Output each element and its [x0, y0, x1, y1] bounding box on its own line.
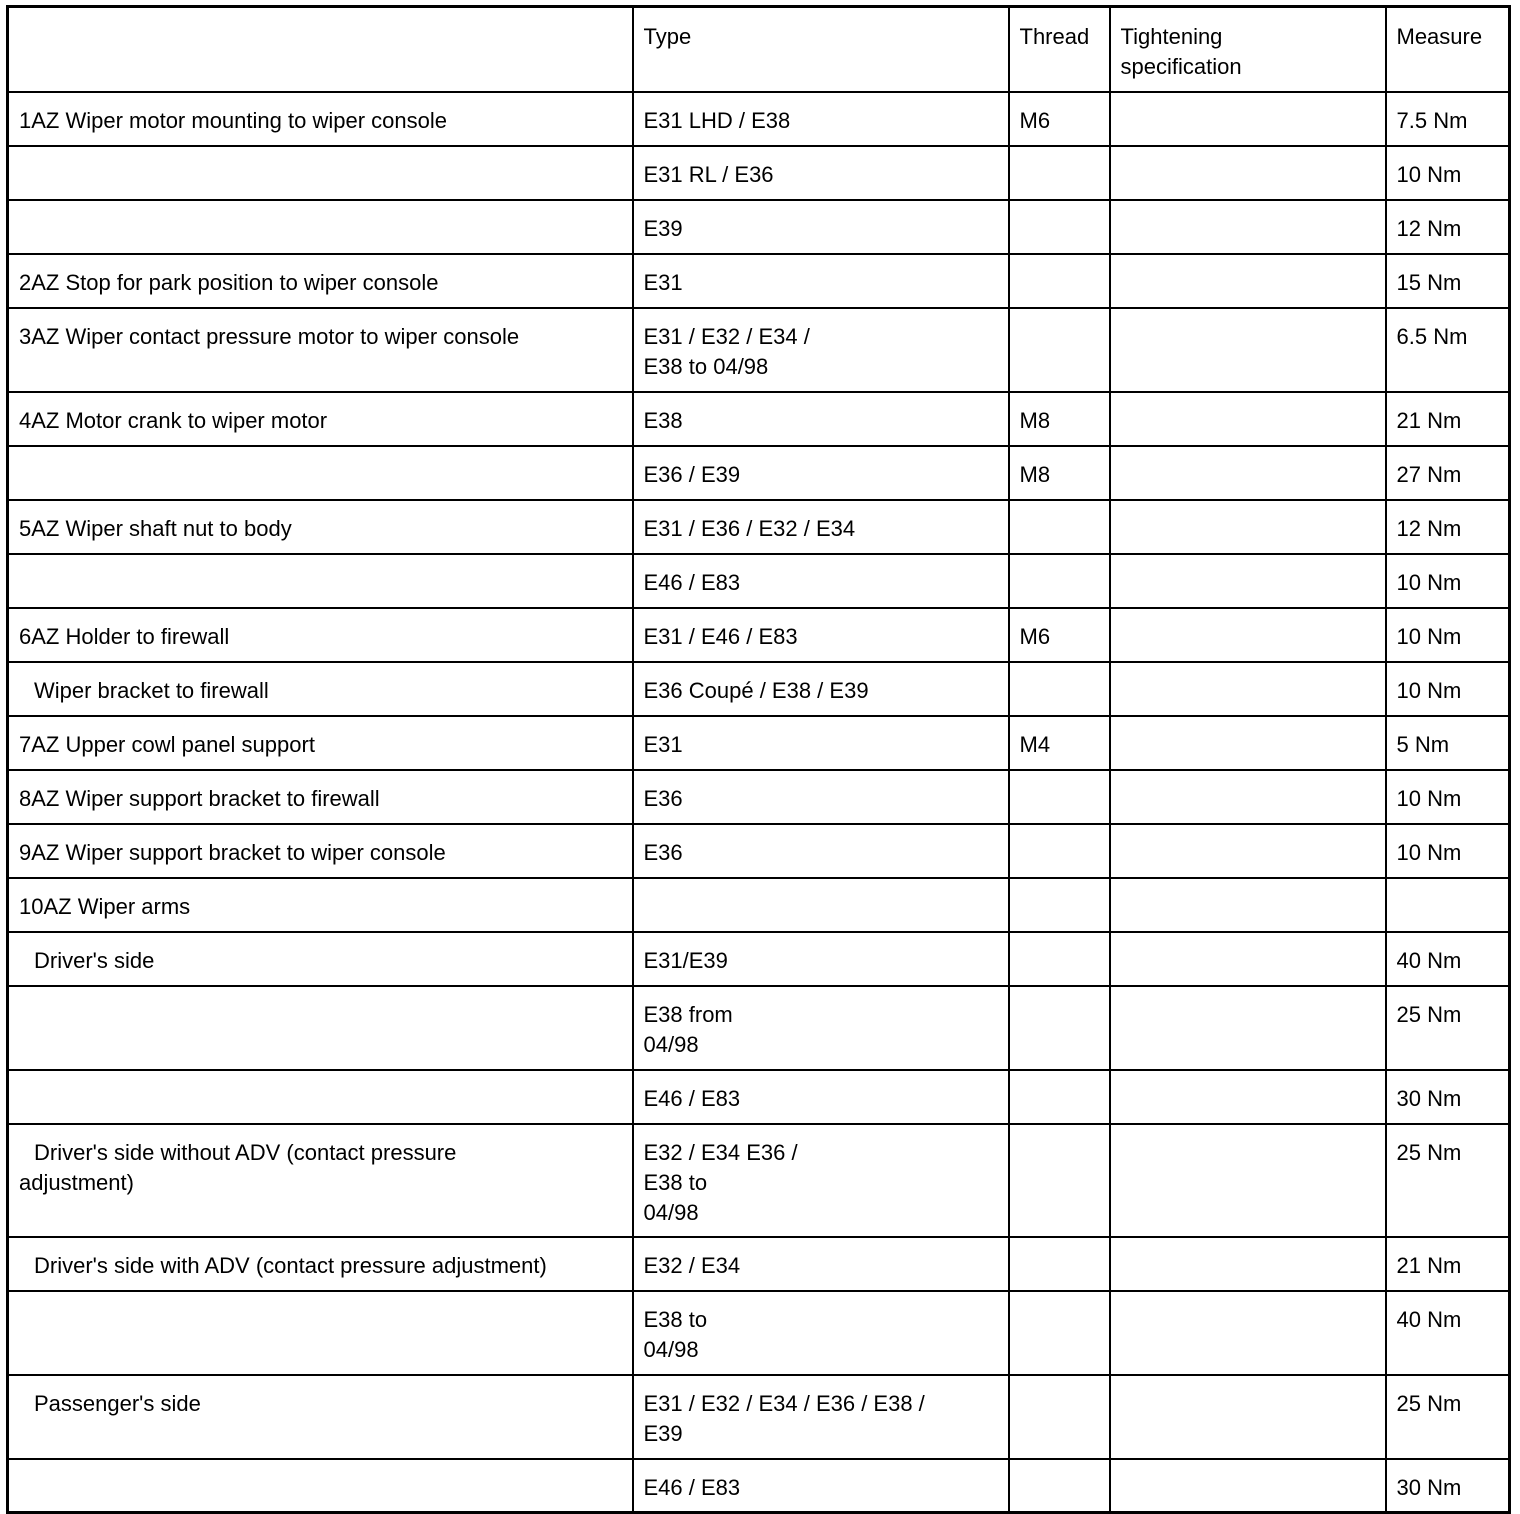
row-tightening [1110, 446, 1386, 500]
row-type: E32 / E34 E36 / E38 to 04/98 [633, 1124, 1009, 1237]
row-type: E46 / E83 [633, 1459, 1009, 1513]
row-measure: 12 Nm [1386, 500, 1510, 554]
row-type: E31/E39 [633, 932, 1009, 986]
table-row [8, 662, 1510, 716]
table-row [8, 1375, 1510, 1459]
row-tightening [1110, 554, 1386, 608]
row-thread [1009, 824, 1110, 878]
row-tightening [1110, 1237, 1386, 1291]
header-description [8, 7, 633, 92]
row-tightening [1110, 1124, 1386, 1237]
row-type: E36 [633, 824, 1009, 878]
row-description: 2AZ Stop for park position to wiper console [8, 254, 633, 308]
row-type: E36 / E39 [633, 446, 1009, 500]
table-row [8, 200, 1510, 254]
row-measure: 21 Nm [1386, 392, 1510, 446]
row-description [8, 1459, 633, 1513]
row-measure: 40 Nm [1386, 932, 1510, 986]
row-thread [1009, 1070, 1110, 1124]
row-measure: 5 Nm [1386, 716, 1510, 770]
row-description [8, 1070, 633, 1124]
table-row [8, 1124, 1510, 1237]
table-row [8, 146, 1510, 200]
row-measure: 25 Nm [1386, 1375, 1510, 1459]
row-description: 9AZ Wiper support bracket to wiper console [8, 824, 633, 878]
row-thread [1009, 878, 1110, 932]
row-tightening [1110, 716, 1386, 770]
row-tightening [1110, 1291, 1386, 1375]
row-thread [1009, 1291, 1110, 1375]
row-description: 1AZ Wiper motor mounting to wiper console [8, 92, 633, 146]
table-row [8, 986, 1510, 1070]
row-tightening [1110, 608, 1386, 662]
row-thread [1009, 254, 1110, 308]
row-measure: 30 Nm [1386, 1070, 1510, 1124]
row-description: Passenger's side [8, 1375, 633, 1459]
table-row [8, 554, 1510, 608]
row-measure: 10 Nm [1386, 146, 1510, 200]
row-type: E31 LHD / E38 [633, 92, 1009, 146]
row-thread [1009, 1237, 1110, 1291]
row-type: E39 [633, 200, 1009, 254]
row-description: 7AZ Upper cowl panel support [8, 716, 633, 770]
row-measure [1386, 878, 1510, 932]
header-row [8, 7, 1510, 92]
row-measure: 10 Nm [1386, 608, 1510, 662]
row-thread: M8 [1009, 392, 1110, 446]
row-tightening [1110, 932, 1386, 986]
row-measure: 25 Nm [1386, 986, 1510, 1070]
row-measure: 15 Nm [1386, 254, 1510, 308]
row-description [8, 554, 633, 608]
row-tightening [1110, 878, 1386, 932]
table-row [8, 1237, 1510, 1291]
table-row [8, 1070, 1510, 1124]
row-type: E38 to 04/98 [633, 1291, 1009, 1375]
row-type: E31 / E46 / E83 [633, 608, 1009, 662]
row-thread: M6 [1009, 92, 1110, 146]
row-measure: 25 Nm [1386, 1124, 1510, 1237]
row-tightening [1110, 662, 1386, 716]
row-type [633, 878, 1009, 932]
row-thread [1009, 770, 1110, 824]
row-description: Driver's side with ADV (contact pressure adjustment) [8, 1237, 633, 1291]
row-type: E38 from 04/98 [633, 986, 1009, 1070]
row-description: 5AZ Wiper shaft nut to body [8, 500, 633, 554]
row-type: E31 RL / E36 [633, 146, 1009, 200]
row-tightening [1110, 392, 1386, 446]
row-measure: 30 Nm [1386, 1459, 1510, 1513]
table-row [8, 254, 1510, 308]
row-tightening [1110, 254, 1386, 308]
row-thread [1009, 1124, 1110, 1237]
row-measure: 12 Nm [1386, 200, 1510, 254]
table-row [8, 1459, 1510, 1513]
row-measure: 40 Nm [1386, 1291, 1510, 1375]
table-row [8, 1291, 1510, 1375]
row-thread [1009, 500, 1110, 554]
row-description [8, 200, 633, 254]
row-thread [1009, 200, 1110, 254]
row-tightening [1110, 146, 1386, 200]
row-description: 6AZ Holder to firewall [8, 608, 633, 662]
row-description [8, 146, 633, 200]
table-row [8, 308, 1510, 392]
row-type: E31 [633, 254, 1009, 308]
row-tightening [1110, 1070, 1386, 1124]
header-thread: Thread [1009, 7, 1110, 92]
row-type: E36 [633, 770, 1009, 824]
row-type: E46 / E83 [633, 554, 1009, 608]
row-description [8, 1291, 633, 1375]
row-description [8, 986, 633, 1070]
header-measure: Measure [1386, 7, 1510, 92]
row-thread: M4 [1009, 716, 1110, 770]
row-thread [1009, 932, 1110, 986]
row-type: E31 [633, 716, 1009, 770]
table-row [8, 446, 1510, 500]
row-measure: 21 Nm [1386, 1237, 1510, 1291]
row-thread [1009, 308, 1110, 392]
row-description: 10AZ Wiper arms [8, 878, 633, 932]
row-type: E32 / E34 [633, 1237, 1009, 1291]
row-description: Driver's side [8, 932, 633, 986]
row-thread [1009, 554, 1110, 608]
row-tightening [1110, 770, 1386, 824]
row-measure: 10 Nm [1386, 554, 1510, 608]
row-description: 3AZ Wiper contact pressure motor to wiper console [8, 308, 633, 392]
row-type: E36 Coupé / E38 / E39 [633, 662, 1009, 716]
table-row [8, 770, 1510, 824]
row-thread: M6 [1009, 608, 1110, 662]
row-description [8, 446, 633, 500]
row-measure: 6.5 Nm [1386, 308, 1510, 392]
row-type: E31 / E32 / E34 / E36 / E38 / E39 [633, 1375, 1009, 1459]
row-description-text: Driver's side without ADV (contact pressure adjustment) [19, 1139, 457, 1195]
row-tightening [1110, 986, 1386, 1070]
row-type: E31 / E32 / E34 / E38 to 04/98 [633, 308, 1009, 392]
table-row [8, 608, 1510, 662]
row-thread [1009, 1375, 1110, 1459]
row-thread [1009, 146, 1110, 200]
row-tightening [1110, 308, 1386, 392]
row-tightening [1110, 92, 1386, 146]
table-row [8, 92, 1510, 146]
table-row [8, 932, 1510, 986]
table-row [8, 716, 1510, 770]
row-tightening [1110, 1375, 1386, 1459]
table-row [8, 500, 1510, 554]
row-description: 4AZ Motor crank to wiper motor [8, 392, 633, 446]
row-thread [1009, 1459, 1110, 1513]
row-thread [1009, 986, 1110, 1070]
table-row [8, 824, 1510, 878]
row-measure: 27 Nm [1386, 446, 1510, 500]
row-type: E46 / E83 [633, 1070, 1009, 1124]
row-type: E38 [633, 392, 1009, 446]
header-tightening: Tightening specification [1110, 7, 1386, 92]
row-measure: 10 Nm [1386, 824, 1510, 878]
row-thread: M8 [1009, 446, 1110, 500]
header-type: Type [633, 7, 1009, 92]
tightening-torque-table [6, 5, 1511, 1514]
row-measure: 10 Nm [1386, 770, 1510, 824]
row-description: Wiper bracket to firewall [8, 662, 633, 716]
row-tightening [1110, 1459, 1386, 1513]
table-row [8, 878, 1510, 932]
table-row [8, 392, 1510, 446]
row-thread [1009, 662, 1110, 716]
row-tightening [1110, 200, 1386, 254]
row-type: E31 / E36 / E32 / E34 [633, 500, 1009, 554]
row-tightening [1110, 500, 1386, 554]
row-description: 8AZ Wiper support bracket to firewall [8, 770, 633, 824]
row-description [8, 1124, 633, 1237]
row-measure: 10 Nm [1386, 662, 1510, 716]
row-tightening [1110, 824, 1386, 878]
row-measure: 7.5 Nm [1386, 92, 1510, 146]
